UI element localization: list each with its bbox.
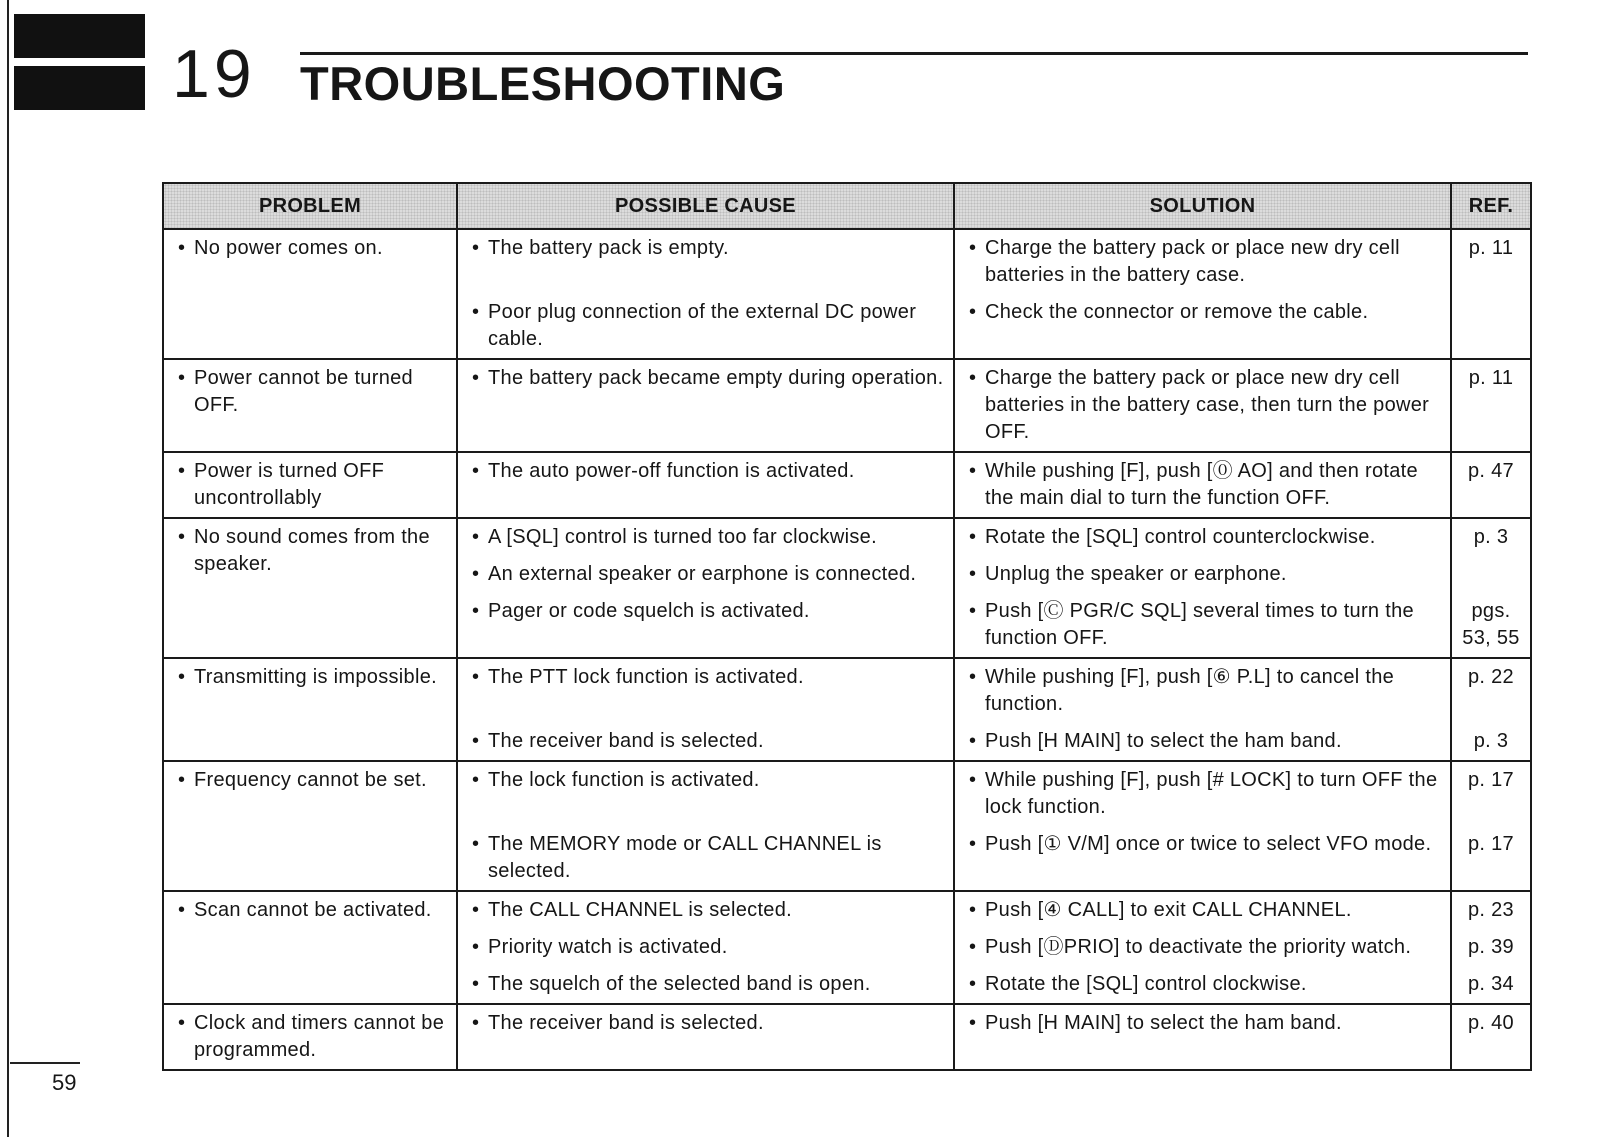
problem-text: • No sound comes from the speaker. <box>178 524 450 578</box>
cause-item: • The squelch of the selected band is open. <box>472 971 947 998</box>
left-margin-rule <box>7 0 9 1137</box>
ref-value: p. 17 <box>1468 833 1514 855</box>
problem-text: • Scan cannot be activated. <box>178 897 450 924</box>
table-row <box>163 518 1531 658</box>
problem-cell <box>163 1004 457 1070</box>
cause-item: • The PTT lock function is activated. <box>472 664 947 718</box>
ref-cell <box>1451 658 1531 761</box>
table-row <box>163 761 1531 891</box>
solution-item: • Push [ⒹPRIO] to deactivate the priority watch. <box>969 934 1444 961</box>
ref-cell <box>1451 761 1531 891</box>
table-row <box>163 1004 1531 1070</box>
ref-value: p. 11 <box>1468 237 1514 259</box>
chapter-number: 19 <box>172 36 256 112</box>
table-row <box>163 891 1531 1004</box>
table-row <box>163 658 1531 761</box>
cause-cell <box>457 658 954 761</box>
ref-value: p. 34 <box>1468 973 1514 995</box>
cause-item: • The receiver band is selected. <box>472 1010 947 1037</box>
solution-item: • Unplug the speaker or earphone. <box>969 561 1444 588</box>
ref-value: p. 22 <box>1468 666 1514 688</box>
solution-cell <box>954 658 1451 761</box>
table-row <box>163 229 1531 359</box>
problem-text: • No power comes on. <box>178 235 450 262</box>
cause-item: • The receiver band is selected. <box>472 728 947 755</box>
header-row <box>163 183 1531 229</box>
header-ref: REF. <box>1451 183 1531 229</box>
ref-cell <box>1451 518 1531 658</box>
cause-item: • Poor plug connection of the external DC power cable. <box>472 299 947 353</box>
cause-item: • Priority watch is activated. <box>472 934 947 961</box>
problem-text: • Power cannot be turned OFF. <box>178 365 450 419</box>
cause-cell <box>457 452 954 518</box>
solution-cell <box>954 761 1451 891</box>
cause-cell <box>457 229 954 359</box>
ref-value: p. 3 <box>1473 526 1509 548</box>
header-solution: SOLUTION <box>954 183 1451 229</box>
problem-cell <box>163 658 457 761</box>
table-row <box>163 452 1531 518</box>
ref-value <box>1456 561 1526 588</box>
solution-cell <box>954 891 1451 1004</box>
problem-cell <box>163 452 457 518</box>
problem-text: • Clock and timers cannot be programmed. <box>178 1010 450 1064</box>
cause-item: • A [SQL] control is turned too far clockwise. <box>472 524 947 551</box>
title-rule <box>300 52 1528 55</box>
cause-cell <box>457 1004 954 1070</box>
ref-cell <box>1451 452 1531 518</box>
ref-value: p. 3 <box>1473 730 1509 752</box>
solution-item: • While pushing [F], push [⑥ P.L] to cancel the function. <box>969 664 1444 718</box>
solution-cell <box>954 359 1451 452</box>
cause-item: • The MEMORY mode or CALL CHANNEL is selected. <box>472 831 947 885</box>
ref-value: p. 17 <box>1468 769 1514 791</box>
ref-cell <box>1451 891 1531 1004</box>
solution-item: • Rotate the [SQL] control clockwise. <box>969 971 1444 998</box>
cause-item: • The battery pack is empty. <box>472 235 947 289</box>
ref-value: pgs. 53, 55 <box>1462 600 1520 649</box>
solution-item: • Check the connector or remove the cable. <box>969 299 1444 326</box>
ref-value: p. 23 <box>1468 899 1514 921</box>
solution-item: • Charge the battery pack or place new dry cell batteries in the battery case, then turn the power OFF. <box>969 365 1444 446</box>
problem-cell <box>163 359 457 452</box>
cause-item: • The battery pack became empty during operation. <box>472 365 947 392</box>
chapter-title: TROUBLESHOOTING <box>300 57 786 110</box>
solution-cell <box>954 229 1451 359</box>
cause-item: • Pager or code squelch is activated. <box>472 598 947 625</box>
chapter-tab-bottom <box>14 66 145 110</box>
page-number-rule <box>10 1062 80 1064</box>
ref-value: p. 39 <box>1468 936 1514 958</box>
ref-cell <box>1451 359 1531 452</box>
solution-cell <box>954 452 1451 518</box>
problem-cell <box>163 891 457 1004</box>
header-problem: PROBLEM <box>163 183 457 229</box>
cause-item: • The CALL CHANNEL is selected. <box>472 897 947 924</box>
cause-cell <box>457 359 954 452</box>
problem-text: • Transmitting is impossible. <box>178 664 450 691</box>
solution-item: • Rotate the [SQL] control counterclockwise. <box>969 524 1444 551</box>
solution-item: • Push [① V/M] once or twice to select VFO mode. <box>969 831 1444 858</box>
cause-item: • The lock function is activated. <box>472 767 947 821</box>
page-number: 59 <box>52 1070 77 1095</box>
cause-cell <box>457 891 954 1004</box>
solution-item: • While pushing [F], push [⓪ AO] and then rotate the main dial to turn the function OFF. <box>969 458 1444 512</box>
ref-value: p. 11 <box>1468 367 1514 389</box>
ref-value: p. 47 <box>1468 460 1514 482</box>
chapter-tab-top <box>14 14 145 58</box>
solution-item: • Push [④ CALL] to exit CALL CHANNEL. <box>969 897 1444 924</box>
cause-cell <box>457 518 954 658</box>
solution-cell <box>954 518 1451 658</box>
ref-cell <box>1451 229 1531 359</box>
problem-cell <box>163 761 457 891</box>
cause-cell <box>457 761 954 891</box>
problem-cell <box>163 518 457 658</box>
solution-item: • While pushing [F], push [# LOCK] to turn OFF the lock function. <box>969 767 1444 821</box>
solution-item: • Push [H MAIN] to select the ham band. <box>969 1010 1444 1037</box>
ref-value: p. 40 <box>1468 1012 1514 1034</box>
problem-text: • Power is turned OFF uncontrollably <box>178 458 450 512</box>
header-possible-cause: POSSIBLE CAUSE <box>457 183 954 229</box>
solution-item: • Push [Ⓒ PGR/C SQL] several times to turn the function OFF. <box>969 598 1444 652</box>
ref-cell <box>1451 1004 1531 1070</box>
troubleshooting-table <box>162 182 1532 1071</box>
solution-item: • Charge the battery pack or place new dry cell batteries in the battery case. <box>969 235 1444 289</box>
problem-text: • Frequency cannot be set. <box>178 767 450 794</box>
problem-cell <box>163 229 457 359</box>
solution-cell <box>954 1004 1451 1070</box>
table-row <box>163 359 1531 452</box>
cause-item: • The auto power-off function is activated. <box>472 458 947 485</box>
solution-item: • Push [H MAIN] to select the ham band. <box>969 728 1444 755</box>
cause-item: • An external speaker or earphone is connected. <box>472 561 947 588</box>
